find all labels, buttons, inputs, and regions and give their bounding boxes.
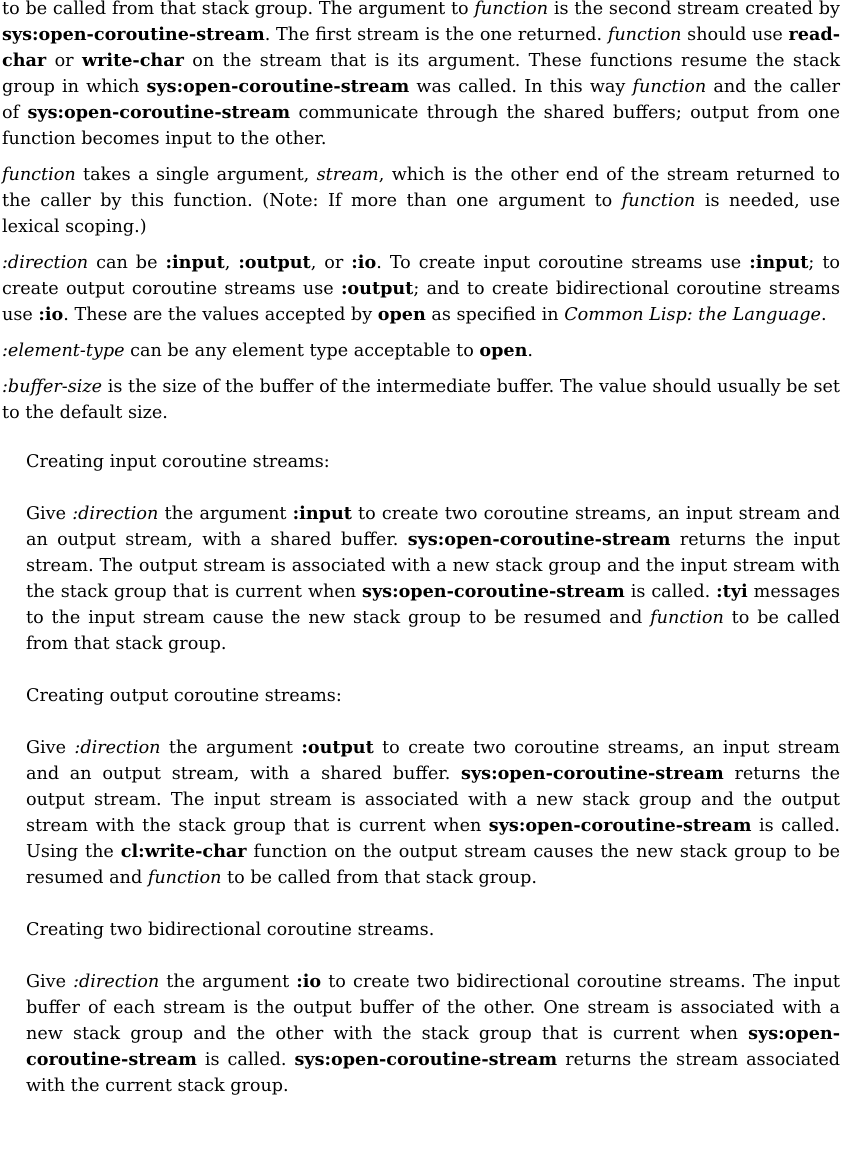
bold-term: :output — [301, 737, 374, 758]
text-run: the argument — [159, 972, 297, 992]
text-run: and the caller of — [2, 77, 841, 123]
text-run: returns the output stream. The input stream is associated with a new stack group and the output stream with the stack group that is current when — [26, 764, 840, 836]
bold-term: :io — [296, 971, 322, 992]
bold-term: sys:open-coroutine-stream — [488, 815, 752, 836]
bold-term: sys:open-coroutine-stream — [27, 102, 291, 123]
paragraph-element-type — [2, 338, 840, 364]
bold-term: sys:open-coroutine-stream — [146, 76, 410, 97]
bold-term: :input — [165, 252, 225, 273]
text-run: Give — [26, 738, 75, 758]
bold-term: :io — [38, 304, 64, 325]
text-run: . — [527, 341, 534, 361]
italic-term: :direction — [73, 972, 160, 992]
bold-term: :output — [238, 252, 311, 273]
text-run: takes a single argument, — [75, 165, 317, 185]
text-run: to be called from that stack group. — [26, 608, 841, 654]
text-run: is called. — [196, 1050, 295, 1070]
text-run: Give — [26, 504, 73, 524]
text-run: can be any element type acceptable to — [124, 341, 480, 361]
text-run: . To create input coroutine streams use — [376, 253, 750, 273]
bold-term: :tyi — [716, 581, 748, 602]
italic-term: Common Lisp: the Language — [564, 305, 821, 325]
italic-term: :buffer-size — [2, 377, 103, 397]
text-run: . The first stream is the one returned. — [264, 25, 608, 45]
text-run: , or — [310, 253, 352, 273]
heading-bidirectional-coroutine-streams — [26, 917, 840, 943]
italic-term: :direction — [74, 738, 161, 758]
text-run: can be — [88, 253, 166, 273]
italic-term: function — [650, 608, 724, 628]
bold-term: :input — [749, 252, 809, 273]
bold-term: sys:open-coroutine-stream — [2, 24, 265, 45]
bold-term: open — [479, 340, 528, 361]
text-run: is the size of the buffer of the intermediate buffer. The value should usually be set to the default size. — [2, 377, 840, 423]
text-run: Creating output coroutine streams: — [26, 686, 342, 706]
italic-term: function — [632, 77, 707, 97]
text-run: was called. In this way — [409, 77, 633, 97]
text-run: returns the stream associated with the current stack group. — [26, 1050, 841, 1096]
text-run: or — [46, 51, 82, 71]
bold-term: :io — [351, 252, 377, 273]
text-run: is called. Using the — [26, 816, 840, 862]
paragraph-buffer-size — [2, 374, 840, 426]
text-run: to create two coroutine streams, an input stream and an output stream, with a shared buffer. — [26, 504, 840, 550]
text-run: Creating input coroutine streams: — [26, 452, 330, 472]
document-page — [2, 0, 840, 1099]
italic-term: :element-type — [2, 341, 125, 361]
text-run: function on the output stream causes the new stack group to be resumed and — [26, 842, 840, 888]
paragraph-direction — [2, 250, 840, 328]
italic-term: function — [607, 25, 682, 45]
paragraph-input-coroutine-streams — [26, 501, 840, 657]
text-run: messages to the input stream cause the new stack group to be resumed and — [26, 582, 840, 628]
text-run: ; and to create bidirectional coroutine streams use — [2, 279, 840, 325]
italic-term: function — [474, 0, 549, 19]
text-run: the argument — [160, 738, 302, 758]
text-run: Give — [26, 972, 74, 992]
bold-term: sys:open-coroutine-stream — [407, 529, 671, 550]
heading-input-coroutine-streams — [26, 449, 840, 475]
paragraph-output-coroutine-streams — [26, 735, 840, 891]
bold-term: sys:open-coroutine-stream — [26, 1023, 840, 1070]
italic-term: stream — [316, 165, 379, 185]
text-run: to be called from that stack group. The argument to — [2, 0, 475, 19]
text-run: is needed, use lexical scoping.) — [2, 191, 840, 237]
text-run: is the second stream created by — [548, 0, 840, 19]
text-run: the argument — [158, 504, 293, 524]
text-run: to create two bidirectional coroutine streams. The input buffer of each stream is the output buffer of the other. One stream is associated with a new stack group and the other with the stack group that is current when — [26, 972, 840, 1044]
text-run: is called. — [624, 582, 717, 602]
text-run: to create two coroutine streams, an input stream and an output stream, with a shared buffer. — [26, 738, 840, 784]
paragraph-function-continuation — [2, 0, 840, 152]
heading-output-coroutine-streams — [26, 683, 840, 709]
text-run: . These are the values accepted by — [63, 305, 378, 325]
text-run: on the stream that is its argument. These functions resume the stack group in which — [2, 51, 840, 97]
text-run: Creating two bidirectional coroutine streams. — [26, 920, 435, 940]
italic-term: function — [2, 165, 76, 185]
paragraph-bidirectional-coroutine-streams — [26, 969, 840, 1099]
text-run: , which is the other end of the stream returned to the caller by this function. (Note: If more than one argument to — [2, 165, 841, 211]
text-run: should use — [681, 25, 789, 45]
italic-term: function — [621, 191, 696, 211]
bold-term: open — [377, 304, 426, 325]
text-run: . — [820, 305, 827, 325]
text-run: , — [224, 253, 239, 273]
text-run: communicate through the shared buffers; output from one function becomes input to the other. — [2, 103, 840, 149]
bold-term: sys:open-coroutine-stream — [461, 763, 724, 784]
italic-term: function — [147, 868, 222, 888]
paragraph-function-argument — [2, 162, 840, 240]
bold-term: sys:open-coroutine-stream — [362, 581, 625, 602]
italic-term: :direction — [72, 504, 159, 524]
text-run: ; to create output coroutine streams use — [2, 253, 841, 299]
text-run: as specified in — [425, 305, 565, 325]
bold-term: read-char — [2, 24, 840, 71]
italic-term: :direction — [2, 253, 89, 273]
text-run: returns the input stream. The output stream is associated with a new stack group and the input stream with the stack group that is current when — [26, 530, 840, 602]
bold-term: :input — [292, 503, 352, 524]
bold-term: sys:open-coroutine-stream — [294, 1049, 558, 1070]
bold-term: cl:write-char — [120, 841, 247, 862]
bold-term: write-char — [81, 50, 184, 71]
text-run: to be called from that stack group. — [221, 868, 537, 888]
bold-term: :output — [340, 278, 414, 299]
